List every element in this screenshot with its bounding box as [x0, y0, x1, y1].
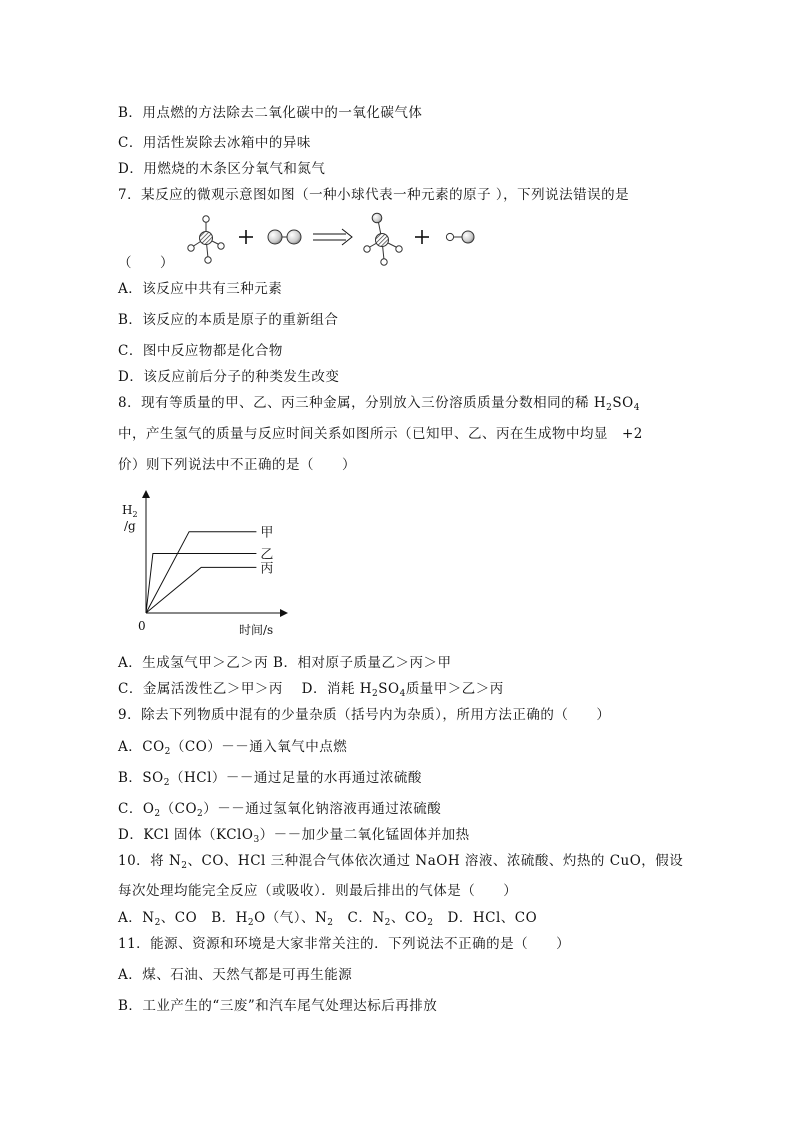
q8-options-cd: C．金属活泼性乙＞甲＞丙 D．消耗 $H_2SO_4$质量甲＞乙＞丙	[118, 681, 504, 699]
q7-option-d: D．该反应前后分子的种类发生改变	[118, 369, 340, 385]
reaction-arrow	[313, 229, 352, 245]
q9-option-a: A．$CO_2(CO)--$通入氧气中点燃	[118, 739, 348, 757]
y-axis-unit: /g	[124, 519, 136, 533]
q10-options: A．$N_2$、CO B．$H_2O$（气）、$N_2$ C．$N_2$、$CO_2$ D．HCl、CO	[118, 910, 538, 928]
q11-option-b: B．工业产生的“三废”和汽车尾气处理达标后再排放	[118, 998, 438, 1014]
q9-option-d: D．KCl 固体（KClO$_3$）－－加少量二氧化锰固体并加热	[118, 827, 470, 845]
x-axis-label: 时间/s	[239, 623, 274, 637]
q9-option-b: B．$SO_2(HCl)--$通过足量的水再通过浓硫酸	[118, 770, 422, 788]
q7-option-a: A．该反应中共有三种元素	[118, 281, 283, 297]
q10-stem-line-1: 10．将 $N_2$、CO、HCl 三种混合气体依次通过 NaOH 溶液、浓硫酸、灼热的 CuO，假设	[118, 853, 684, 871]
series-label-3: 丙	[260, 561, 274, 577]
q6-option-b: B．用点燃的方法除去二氧化碳中的一氧化碳气体	[118, 105, 423, 121]
series-line-2	[146, 554, 256, 614]
q6-option-d: D．用燃烧的木条区分氧气和氮气	[118, 161, 326, 177]
q9-stem: 9．除去下列物质中混有的少量杂质（括号内为杂质），所用方法正确的（ ）	[118, 707, 611, 723]
q8-stem-line-2: 中，产生氢气的质量与反应时间关系如图所示（已知甲、乙、丙在生成物中均显 +2	[118, 426, 643, 442]
q11-stem: 11．能源、资源和环境是大家非常关注的．下列说法不正确的是（ ）	[118, 936, 571, 952]
q7-option-c: C．图中反应物都是化合物	[118, 343, 283, 359]
plus-sign-2	[415, 230, 429, 244]
q8-stem-line-3: 价）则下列说法中不正确的是（ ）	[118, 457, 356, 473]
reactant-molecule-1	[188, 216, 224, 263]
series-line-1	[146, 532, 256, 613]
q7-option-b: B．该反应的本质是原子的重新组合	[118, 312, 339, 328]
q6-option-c: C．用活性炭除去冰箱中的异味	[118, 135, 311, 151]
q10-stem-line-2: 每次处理均能完全反应（或吸收）．则最后排出的气体是（ ）	[118, 883, 518, 899]
q8-options-ab: A．生成氢气甲＞乙＞丙 B．相对原子质量乙＞丙＞甲	[118, 655, 452, 671]
product-molecule-2	[446, 231, 474, 243]
q8-stem-line-1: 8．现有等质量的甲、乙、丙三种金属，分别放入三份溶质质量分数相同的稀 $H_2SO_4$	[118, 395, 640, 413]
series-label-1: 甲	[260, 525, 274, 541]
origin-label: 0	[138, 619, 146, 633]
series-line-3	[146, 567, 256, 613]
series-label-2: 乙	[260, 547, 274, 563]
y-axis-label: $H_2$	[122, 503, 138, 519]
product-molecule-1	[364, 213, 402, 265]
q7-answer-paren: （ ）	[118, 255, 174, 271]
q11-option-a: A．煤、石油、天然气都是可再生能源	[118, 967, 353, 983]
reaction-diagram	[120, 210, 500, 270]
q7-stem: 7．某反应的微观示意图如图（一种小球代表一种元素的原子 ），下列说法错误的是	[118, 187, 630, 203]
hydrogen-time-chart	[118, 488, 288, 640]
q9-option-c: C．$O_2(CO_2)--$通过氢氧化钠溶液再通过浓硫酸	[118, 801, 442, 819]
plus-sign-1	[239, 230, 253, 244]
reactant-molecule-2	[268, 230, 301, 244]
